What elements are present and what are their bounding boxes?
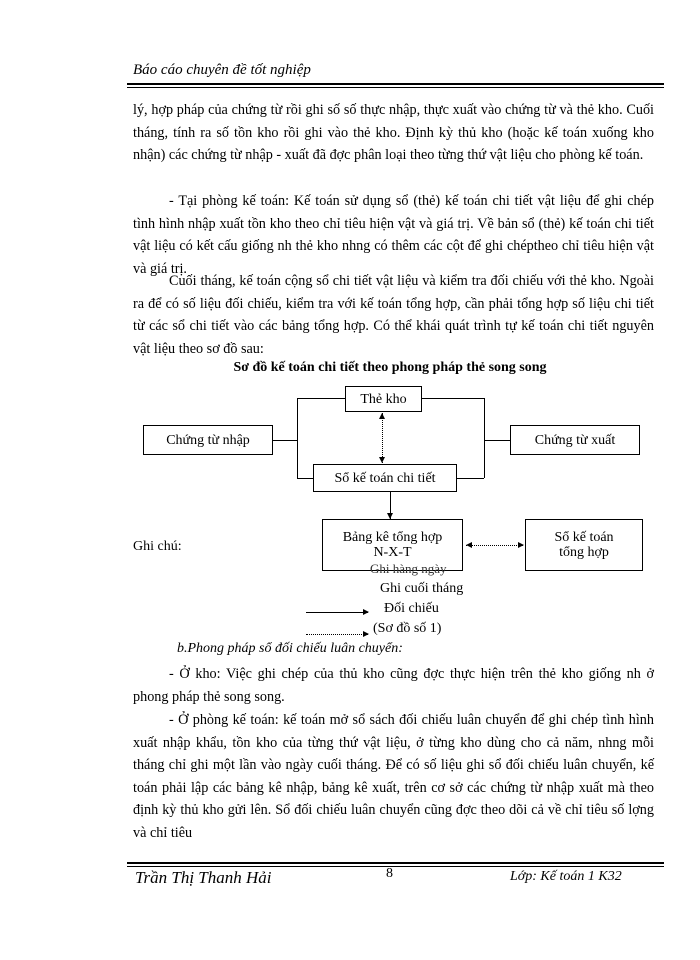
page-number: 8 — [386, 866, 393, 881]
legend-arrowhead-1 — [363, 609, 369, 615]
diagram-title: Sơ đồ kế toán chi tiết theo phong pháp thẻ song song — [233, 360, 547, 375]
bang-ke-line-1: Bảng kê tổng hợp — [342, 530, 443, 545]
figure-reference: (Sơ đồ số 1) — [373, 621, 442, 636]
legend-daily: Ghi hàng ngày — [370, 561, 447, 576]
so-tong-hop-line-1: Sổ kế toán — [554, 530, 614, 545]
footer-rule-thin — [127, 866, 664, 867]
legend-compare: Đối chiếu — [384, 601, 439, 616]
legend-monthly: Ghi cuối tháng — [380, 581, 464, 596]
so-tong-hop-line-2: tổng hợp — [559, 545, 609, 560]
paragraph-2: - Tại phòng kế toán: Kế toán sử dụng sổ (thẻ) kế toán chi tiết vật liệu để ghi chép tình hình nhập xuất tồn kho theo chỉ tiêu hiện vật và giá trị. Về bản sổ (thẻ) kế toán chi tiết vật liệu có kết cấu giống nh thẻ kho nhng có thêm các cột để ghi chéptheo chỉ tiêu hiện vật và giá trị. — [133, 193, 654, 277]
paragraph-1: lý, hợp pháp của chứng từ rồi ghi số số thực nhập, thực xuất vào chứng từ và thẻ kho. Cuối tháng, tính ra số tồn kho rồi ghi vào thẻ kho. Định kỳ thủ kho (hoặc kế toán xuống kho nhận) các chứng từ nhập - xuất đã đợc phân loại theo từng thứ vật liệu cho phòng kế toán. — [133, 102, 654, 164]
box-chung-tu-nhap: Chứng từ nhập — [143, 425, 273, 455]
legend-arrowhead-2 — [363, 631, 369, 637]
legend-label: Ghi chú: — [133, 539, 182, 554]
footer-class: Lớp: Kế toán 1 K32 — [510, 869, 622, 884]
box-chung-tu-xuat: Chứng từ xuất — [510, 425, 640, 455]
footer-rule — [127, 862, 664, 864]
header-title: Báo cáo chuyên đề tốt nghiệp — [133, 62, 311, 78]
bang-ke-line-2: N-X-T — [373, 545, 412, 560]
box-the-kho: Thẻ kho — [345, 386, 422, 412]
paragraph-4: - Ở kho: Việc ghi chép của thủ kho cũng đợc thực hiện trên thẻ kho giống nh ở phong pháp thẻ song song. — [133, 666, 654, 705]
box-so-ke-toan-chi-tiet: Sổ kế toán chi tiết — [313, 464, 457, 492]
footer-author-name: Trần Thị Thanh Hải — [135, 868, 272, 887]
paragraph-3: Cuối tháng, kế toán cộng sổ chi tiết vật liệu và kiểm tra đối chiếu với thẻ kho. Ngoài ra để có số liệu đối chiếu, kiểm tra với kế toán tổng hợp, cần phải tổng hợp số liệu chi tiết từ các sổ chi tiết vào các bảng tổng hợp. Có thể khái quát trình tự kế toán chi tiết nguyên vật liệu theo sơ đồ sau: — [133, 273, 654, 357]
paragraph-5: - Ở phòng kế toán: kế toán mở sổ sách đối chiếu luân chuyển để ghi chép tình hình xuất nhập khẩu, tồn kho của từng thứ vật liệu, ở từng kho dùng cho cả năm, nhng mỗi tháng chỉ ghi một lần vào ngày cuối tháng. Để có số liệu ghi sổ đối chiếu luân chuyển, kế toán phải lập các bảng kê nhập, bảng kê xuất, trên cơ sở các chứng từ nhập xuất mà theo định kỳ thủ kho gửi lên. Sổ đối chiếu luân chuyển cũng đợc theo dõi cả về chỉ tiêu số lợng và chỉ tiêu — [133, 712, 654, 841]
section-heading: b.Phong pháp sổ đối chiếu luân chuyển: — [177, 641, 403, 656]
